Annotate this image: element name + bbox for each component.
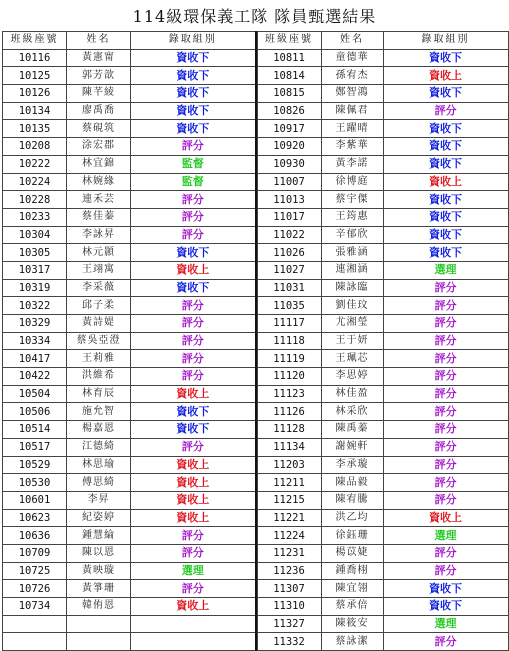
student-name-cell: 陳品毅 — [321, 474, 383, 492]
table-row — [3, 368, 256, 386]
result-cell: 資收下 — [383, 580, 508, 598]
student-name-cell: 連禾芸 — [67, 191, 131, 209]
result-cell: 資收下 — [131, 120, 256, 138]
result-cell: 評分 — [131, 138, 256, 156]
table-row — [3, 67, 256, 85]
seat-number-cell: 10734 — [3, 598, 67, 616]
student-name-cell: 林婉緣 — [67, 173, 131, 191]
seat-number-cell: 10814 — [257, 67, 321, 85]
table-row — [257, 67, 508, 85]
student-name-cell: 王于妍 — [321, 332, 383, 350]
result-cell: 資收下 — [131, 102, 256, 120]
result-cell: 評分 — [383, 279, 508, 297]
student-name-cell: 劉佳玟 — [321, 297, 383, 315]
student-name-cell — [67, 633, 131, 651]
student-name-cell: 陳禹蓁 — [321, 421, 383, 439]
result-cell: 選理 — [383, 261, 508, 279]
result-cell: 評分 — [131, 527, 256, 545]
result-cell: 評分 — [131, 191, 256, 209]
student-name-cell: 鍾喬栩 — [321, 562, 383, 580]
result-cell: 資收上 — [131, 491, 256, 509]
student-name-cell: 洪維希 — [67, 368, 131, 386]
student-name-cell: 楊苡婕 — [321, 544, 383, 562]
table-row — [257, 350, 508, 368]
student-name-cell: 李承璇 — [321, 456, 383, 474]
table-row — [3, 138, 256, 156]
table-row — [257, 403, 508, 421]
result-cell: 資收上 — [383, 509, 508, 527]
table-row — [257, 102, 508, 120]
header-row — [3, 32, 256, 50]
student-name-cell: 蔡承倍 — [321, 598, 383, 616]
result-cell: 評分 — [383, 332, 508, 350]
student-name-cell: 李詠昇 — [67, 226, 131, 244]
table-row — [3, 85, 256, 103]
seat-number-cell: 10725 — [3, 562, 67, 580]
seat-number-cell: 10726 — [3, 580, 67, 598]
header-name: 姓名 — [321, 32, 383, 50]
seat-number-cell: 10329 — [3, 315, 67, 333]
table-row — [257, 120, 508, 138]
student-name-cell: 林采欣 — [321, 403, 383, 421]
table-row — [3, 385, 256, 403]
student-name-cell: 施允智 — [67, 403, 131, 421]
table-row — [3, 279, 256, 297]
student-name-cell: 楊嘉恩 — [67, 421, 131, 439]
seat-number-cell: 10305 — [3, 244, 67, 262]
student-name-cell: 陳佩君 — [321, 102, 383, 120]
table-row — [3, 226, 256, 244]
table-row — [3, 633, 256, 651]
result-cell — [131, 633, 256, 651]
left-table-body — [3, 49, 256, 650]
result-cell: 評分 — [131, 208, 256, 226]
header-seat: 班級座號 — [3, 32, 67, 50]
table-row — [3, 191, 256, 209]
result-cell: 評分 — [383, 633, 508, 651]
seat-number-cell: 10322 — [3, 297, 67, 315]
result-cell: 評分 — [383, 368, 508, 386]
seat-number-cell: 11026 — [257, 244, 321, 262]
seat-number-cell: 10506 — [3, 403, 67, 421]
result-cell: 資收下 — [131, 244, 256, 262]
student-name-cell: 王筠惠 — [321, 208, 383, 226]
student-name-cell: 黃映璇 — [67, 562, 131, 580]
seat-number-cell: 11231 — [257, 544, 321, 562]
seat-number-cell: 11123 — [257, 385, 321, 403]
student-name-cell: 陳宜翎 — [321, 580, 383, 598]
seat-number-cell: 11128 — [257, 421, 321, 439]
result-cell: 評分 — [131, 226, 256, 244]
seat-number-cell: 11118 — [257, 332, 321, 350]
table-row — [257, 562, 508, 580]
result-cell: 評分 — [383, 456, 508, 474]
table-row — [3, 562, 256, 580]
table-row — [3, 155, 256, 173]
seat-number-cell — [3, 615, 67, 633]
seat-number-cell: 11236 — [257, 562, 321, 580]
seat-number-cell: 10623 — [3, 509, 67, 527]
seat-number-cell: 10920 — [257, 138, 321, 156]
seat-number-cell: 10529 — [3, 456, 67, 474]
student-name-cell: 林宜錦 — [67, 155, 131, 173]
table-row — [3, 438, 256, 456]
result-cell: 評分 — [131, 544, 256, 562]
table-row — [3, 208, 256, 226]
result-cell: 資收下 — [383, 120, 508, 138]
seat-number-cell: 11119 — [257, 350, 321, 368]
table-row — [3, 173, 256, 191]
student-name-cell: 陳以恩 — [67, 544, 131, 562]
table-row — [3, 120, 256, 138]
table-row — [257, 456, 508, 474]
seat-number-cell: 11117 — [257, 315, 321, 333]
seat-number-cell: 10422 — [3, 368, 67, 386]
result-cell: 評分 — [131, 438, 256, 456]
table-row — [3, 102, 256, 120]
seat-number-cell: 11027 — [257, 261, 321, 279]
result-cell: 資收下 — [383, 49, 508, 67]
seat-number-cell: 11013 — [257, 191, 321, 209]
seat-number-cell: 11327 — [257, 615, 321, 633]
table-row — [257, 208, 508, 226]
student-name-cell — [67, 615, 131, 633]
student-name-cell: 謝婉軒 — [321, 438, 383, 456]
seat-number-cell: 10709 — [3, 544, 67, 562]
table-row — [257, 155, 508, 173]
result-cell: 評分 — [383, 403, 508, 421]
table-row — [257, 509, 508, 527]
seat-number-cell: 10517 — [3, 438, 67, 456]
result-cell: 資收上 — [131, 598, 256, 616]
result-cell: 資收下 — [131, 421, 256, 439]
result-cell: 資收上 — [131, 261, 256, 279]
header-seat: 班級座號 — [257, 32, 321, 50]
seat-number-cell: 11017 — [257, 208, 321, 226]
table-row — [257, 633, 508, 651]
result-cell: 評分 — [383, 297, 508, 315]
seat-number-cell: 10601 — [3, 491, 67, 509]
result-cell: 評分 — [131, 580, 256, 598]
student-name-cell: 林佳盈 — [321, 385, 383, 403]
table-row — [3, 509, 256, 527]
table-row — [3, 297, 256, 315]
student-name-cell: 鄭智鴻 — [321, 85, 383, 103]
seat-number-cell: 10224 — [3, 173, 67, 191]
table-row — [3, 421, 256, 439]
table-row — [3, 332, 256, 350]
seat-number-cell: 10930 — [257, 155, 321, 173]
student-name-cell: 蔡詠潔 — [321, 633, 383, 651]
table-row — [257, 297, 508, 315]
header-result: 錄取組別 — [383, 32, 508, 50]
seat-number-cell: 11007 — [257, 173, 321, 191]
student-name-cell: 李昇 — [67, 491, 131, 509]
seat-number-cell: 10636 — [3, 527, 67, 545]
student-name-cell: 黃詩媞 — [67, 315, 131, 333]
student-name-cell: 江德綺 — [67, 438, 131, 456]
student-name-cell: 黃李諾 — [321, 155, 383, 173]
seat-number-cell: 11224 — [257, 527, 321, 545]
result-cell: 資收下 — [383, 85, 508, 103]
seat-number-cell: 11211 — [257, 474, 321, 492]
seat-number-cell: 10116 — [3, 49, 67, 67]
student-name-cell: 陳宥騰 — [321, 491, 383, 509]
seat-number-cell: 11203 — [257, 456, 321, 474]
seat-number-cell: 10504 — [3, 385, 67, 403]
table-row — [3, 403, 256, 421]
result-cell: 評分 — [383, 544, 508, 562]
result-cell: 資收下 — [383, 191, 508, 209]
table-row — [257, 49, 508, 67]
student-name-cell: 黃箏珊 — [67, 580, 131, 598]
table-row — [257, 261, 508, 279]
result-cell: 資收下 — [383, 226, 508, 244]
student-name-cell: 廖禹喬 — [67, 102, 131, 120]
table-row — [257, 438, 508, 456]
student-name-cell: 孫宥杰 — [321, 67, 383, 85]
result-cell: 資收上 — [131, 474, 256, 492]
result-cell: 資收下 — [383, 208, 508, 226]
result-cell: 選理 — [383, 527, 508, 545]
result-cell: 監督 — [131, 155, 256, 173]
seat-number-cell: 10811 — [257, 49, 321, 67]
table-row — [257, 332, 508, 350]
result-cell: 資收下 — [131, 85, 256, 103]
table-row — [257, 385, 508, 403]
seat-number-cell: 10917 — [257, 120, 321, 138]
student-name-cell: 童德華 — [321, 49, 383, 67]
result-cell: 評分 — [131, 315, 256, 333]
table-row — [257, 527, 508, 545]
table-row — [3, 456, 256, 474]
table-row — [257, 544, 508, 562]
result-cell: 資收上 — [383, 67, 508, 85]
seat-number-cell: 11215 — [257, 491, 321, 509]
table-row — [257, 138, 508, 156]
result-cell: 資收下 — [131, 67, 256, 85]
student-name-cell: 韓侑恩 — [67, 598, 131, 616]
table-row — [257, 368, 508, 386]
seat-number-cell: 11310 — [257, 598, 321, 616]
student-name-cell: 徐博庭 — [321, 173, 383, 191]
table-row — [257, 598, 508, 616]
seat-number-cell: 10417 — [3, 350, 67, 368]
table-row — [3, 474, 256, 492]
page-title: 114級環保義工隊 隊員甄選結果 — [132, 7, 377, 26]
seat-number-cell: 10317 — [3, 261, 67, 279]
table-row — [257, 191, 508, 209]
student-name-cell: 蔡佳蓁 — [67, 208, 131, 226]
table-row — [257, 580, 508, 598]
student-name-cell: 涂宏郡 — [67, 138, 131, 156]
table-row — [257, 85, 508, 103]
result-cell: 資收上 — [131, 509, 256, 527]
results-table-left — [2, 31, 257, 651]
table-row — [3, 261, 256, 279]
results-tables — [2, 31, 506, 648]
result-cell: 評分 — [383, 421, 508, 439]
student-name-cell: 林元顥 — [67, 244, 131, 262]
seat-number-cell: 10208 — [3, 138, 67, 156]
seat-number-cell: 10125 — [3, 67, 67, 85]
result-cell: 評分 — [131, 350, 256, 368]
seat-number-cell: 10233 — [3, 208, 67, 226]
student-name-cell: 郭芳歆 — [67, 67, 131, 85]
student-name-cell: 陳筱安 — [321, 615, 383, 633]
seat-number-cell: 10514 — [3, 421, 67, 439]
seat-number-cell: 10319 — [3, 279, 67, 297]
student-name-cell: 王珮芯 — [321, 350, 383, 368]
seat-number-cell: 10304 — [3, 226, 67, 244]
student-name-cell: 蔡吳亞澄 — [67, 332, 131, 350]
table-row — [3, 244, 256, 262]
table-row — [257, 244, 508, 262]
student-name-cell: 林思瑜 — [67, 456, 131, 474]
seat-number-cell: 11332 — [257, 633, 321, 651]
results-table-right — [257, 31, 509, 651]
student-name-cell: 徐鈺珊 — [321, 527, 383, 545]
table-row — [257, 615, 508, 633]
result-cell: 資收下 — [383, 155, 508, 173]
student-name-cell: 連湘涵 — [321, 261, 383, 279]
result-cell — [131, 615, 256, 633]
result-cell: 評分 — [383, 315, 508, 333]
student-name-cell: 尤湘瑩 — [321, 315, 383, 333]
result-cell: 選理 — [131, 562, 256, 580]
table-row — [3, 350, 256, 368]
seat-number-cell: 10222 — [3, 155, 67, 173]
student-name-cell: 洪乙均 — [321, 509, 383, 527]
student-name-cell: 蔡宇傑 — [321, 191, 383, 209]
student-name-cell: 蔡硯筑 — [67, 120, 131, 138]
student-name-cell: 李采薇 — [67, 279, 131, 297]
student-name-cell: 王躍晴 — [321, 120, 383, 138]
student-name-cell: 李思婷 — [321, 368, 383, 386]
result-cell: 資收下 — [383, 244, 508, 262]
header-name: 姓名 — [67, 32, 131, 50]
table-row — [3, 527, 256, 545]
result-cell: 資收下 — [131, 49, 256, 67]
seat-number-cell: 11307 — [257, 580, 321, 598]
student-name-cell: 邱子柔 — [67, 297, 131, 315]
seat-number-cell: 11120 — [257, 368, 321, 386]
result-cell: 監督 — [131, 173, 256, 191]
seat-number-cell: 10228 — [3, 191, 67, 209]
result-cell: 評分 — [131, 368, 256, 386]
table-row — [257, 279, 508, 297]
student-name-cell: 王翊寓 — [67, 261, 131, 279]
seat-number-cell: 11126 — [257, 403, 321, 421]
student-name-cell: 李紫華 — [321, 138, 383, 156]
result-cell: 資收上 — [131, 456, 256, 474]
student-name-cell: 黃憲甯 — [67, 49, 131, 67]
table-row — [3, 598, 256, 616]
table-row — [257, 491, 508, 509]
student-name-cell: 王莉雅 — [67, 350, 131, 368]
table-row — [3, 615, 256, 633]
student-name-cell: 鍾慧綸 — [67, 527, 131, 545]
seat-number-cell: 10135 — [3, 120, 67, 138]
table-row — [257, 173, 508, 191]
student-name-cell: 傅思綺 — [67, 474, 131, 492]
result-cell: 評分 — [383, 474, 508, 492]
result-cell: 資收上 — [383, 173, 508, 191]
result-cell: 評分 — [383, 102, 508, 120]
seat-number-cell: 10134 — [3, 102, 67, 120]
seat-number-cell: 10815 — [257, 85, 321, 103]
result-cell: 評分 — [383, 350, 508, 368]
seat-number-cell: 11134 — [257, 438, 321, 456]
table-row — [257, 315, 508, 333]
result-cell: 評分 — [131, 297, 256, 315]
seat-number-cell: 11022 — [257, 226, 321, 244]
result-cell: 資收下 — [131, 279, 256, 297]
result-cell: 評分 — [383, 438, 508, 456]
seat-number-cell: 11031 — [257, 279, 321, 297]
table-row — [257, 226, 508, 244]
seat-number-cell: 10126 — [3, 85, 67, 103]
table-row — [3, 544, 256, 562]
seat-number-cell: 10334 — [3, 332, 67, 350]
right-table-body — [257, 49, 508, 650]
result-cell: 評分 — [383, 385, 508, 403]
result-cell: 選理 — [383, 615, 508, 633]
seat-number-cell: 10826 — [257, 102, 321, 120]
table-row — [257, 474, 508, 492]
result-cell: 評分 — [383, 562, 508, 580]
student-name-cell: 紀姿婷 — [67, 509, 131, 527]
header-row — [257, 32, 508, 50]
result-cell: 資收下 — [383, 598, 508, 616]
student-name-cell: 張雅涵 — [321, 244, 383, 262]
header-result: 錄取組別 — [131, 32, 256, 50]
result-cell: 資收上 — [131, 385, 256, 403]
result-cell: 評分 — [131, 332, 256, 350]
seat-number-cell — [3, 633, 67, 651]
student-name-cell: 林育辰 — [67, 385, 131, 403]
result-cell: 評分 — [383, 491, 508, 509]
seat-number-cell: 10530 — [3, 474, 67, 492]
student-name-cell: 辛郁欣 — [321, 226, 383, 244]
table-row — [3, 491, 256, 509]
table-row — [3, 580, 256, 598]
table-row — [3, 49, 256, 67]
student-name-cell: 陳詠臨 — [321, 279, 383, 297]
seat-number-cell: 11221 — [257, 509, 321, 527]
result-cell: 資收下 — [131, 403, 256, 421]
result-cell: 資收下 — [383, 138, 508, 156]
table-row — [257, 421, 508, 439]
student-name-cell: 陳芊綾 — [67, 85, 131, 103]
table-row — [3, 315, 256, 333]
seat-number-cell: 11035 — [257, 297, 321, 315]
